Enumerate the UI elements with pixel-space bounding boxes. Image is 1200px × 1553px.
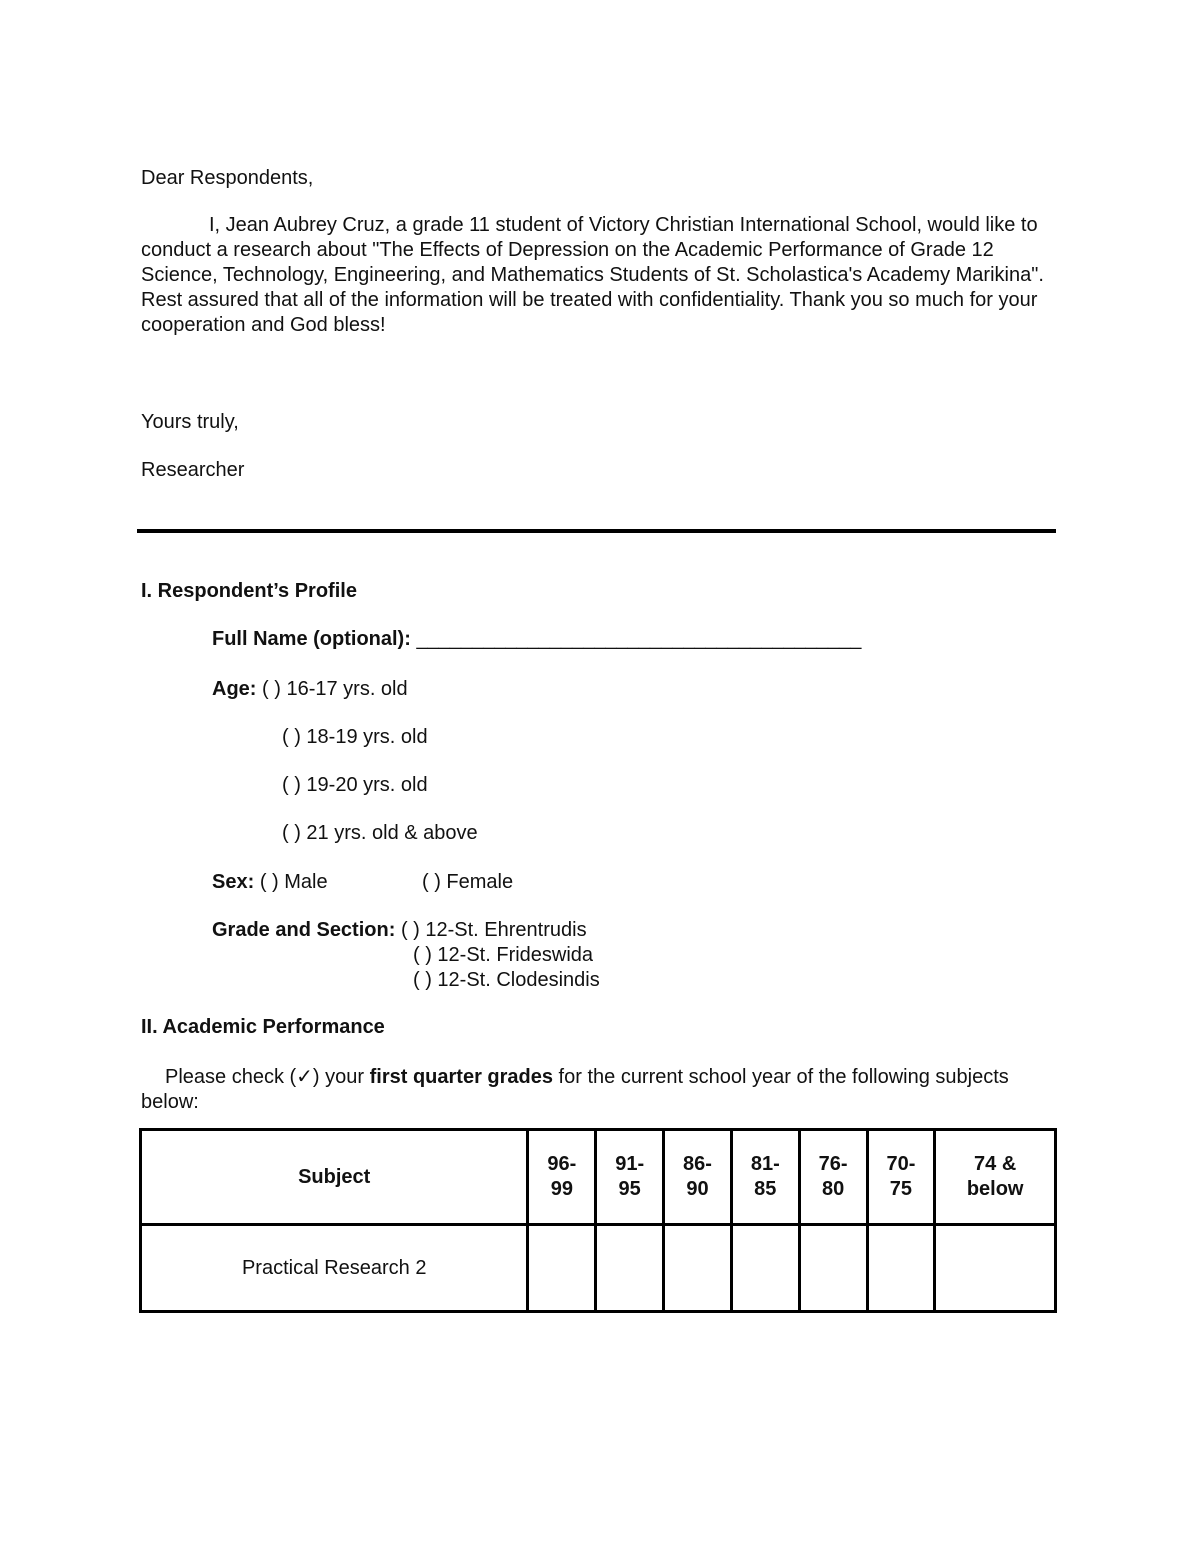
section-option-frideswida[interactable]: ( ) 12-St. Frideswida <box>413 944 594 966</box>
table-header-row <box>141 1130 1056 1225</box>
section-option-clodesindis[interactable]: ( ) 12-St. Clodesindis <box>413 969 600 991</box>
full-name-field[interactable]: ________________________________________ <box>416 628 862 650</box>
grade-cell-81-85[interactable] <box>731 1225 799 1312</box>
letter-body-text: I, Jean Aubrey Cruz, a grade 11 student of Victory Christian International School, would like to conduct a research about "The Effects of Depression on the Academic Performance of Grade 12 Science, Technology, Engineering, and Mathematics Students of St. Scholastica's Academy Marikina". Rest assured that all of the information will be treated with confidentiality. Thank you so much for your cooperation and God bless! <box>141 214 1044 336</box>
grade-section-row <box>212 918 587 943</box>
header-81-85: 81- 85 <box>731 1130 799 1225</box>
table-row <box>141 1225 1056 1312</box>
header-76-80: 76- 80 <box>799 1130 867 1225</box>
age-row <box>212 677 408 702</box>
full-name-label: Full Name (optional): <box>212 628 411 650</box>
grade-cell-91-95[interactable] <box>596 1225 664 1312</box>
letter-body <box>141 213 1056 338</box>
full-name-row <box>212 627 861 652</box>
grades-table <box>139 1128 1057 1313</box>
grade-section-label: Grade and Section: <box>212 919 396 941</box>
header-74-below: 74 & below <box>935 1130 1056 1225</box>
header-70-75: 70- 75 <box>867 1130 935 1225</box>
sex-option-male[interactable]: ( ) Male <box>259 871 328 893</box>
age-option-19-20[interactable]: ( ) 19-20 yrs. old <box>282 774 428 796</box>
academic-instruction <box>141 1065 1041 1115</box>
sex-label: Sex: <box>212 871 255 893</box>
grade-cell-76-80[interactable] <box>799 1225 867 1312</box>
header-91-95: 91- 95 <box>596 1130 664 1225</box>
subject-cell: Practical Research 2 <box>141 1225 528 1312</box>
section-divider <box>137 529 1056 533</box>
grade-cell-96-99[interactable] <box>528 1225 596 1312</box>
age-option-18-19[interactable]: ( ) 18-19 yrs. old <box>282 726 428 748</box>
age-label: Age: <box>212 678 257 700</box>
grade-cell-74-below[interactable] <box>935 1225 1056 1312</box>
header-96-99: 96- 99 <box>528 1130 596 1225</box>
sex-option-female[interactable]: ( ) Female <box>422 871 514 893</box>
closing: Yours truly, <box>141 411 239 433</box>
sex-row <box>212 870 328 895</box>
age-option-21-above[interactable]: ( ) 21 yrs. old & above <box>282 822 478 844</box>
profile-heading: I. Respondent’s Profile <box>141 580 357 602</box>
age-option-16-17[interactable]: ( ) 16-17 yrs. old <box>262 678 408 700</box>
instruction-bold: first quarter grades <box>369 1066 553 1088</box>
instruction-pre: Please check (✓) your <box>165 1066 370 1088</box>
grade-cell-86-90[interactable] <box>664 1225 732 1312</box>
instruction-post: for the current school year of the following subjects below: <box>141 1066 1009 1113</box>
academic-heading: II. Academic Performance <box>141 1016 385 1038</box>
section-option-ehrentrudis[interactable]: ( ) 12-St. Ehrentrudis <box>400 919 587 941</box>
salutation: Dear Respondents, <box>141 167 314 189</box>
header-86-90: 86- 90 <box>664 1130 732 1225</box>
header-subject: Subject <box>141 1130 528 1225</box>
grade-cell-70-75[interactable] <box>867 1225 935 1312</box>
signature: Researcher <box>141 459 245 481</box>
